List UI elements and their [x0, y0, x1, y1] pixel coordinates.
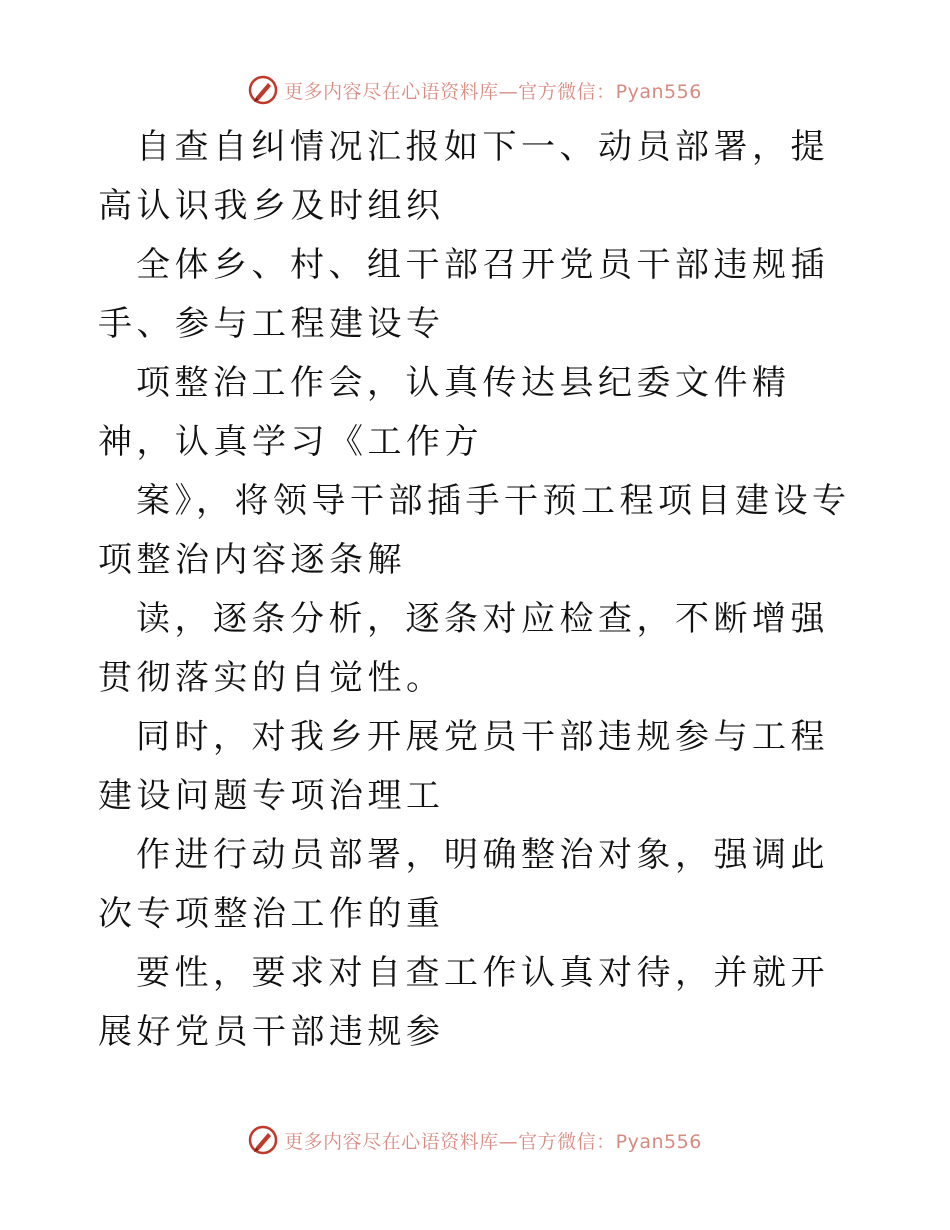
paragraph: 要性，要求对自查工作认真对待，并就开展好党员干部违规参	[98, 953, 829, 1052]
pen-logo-icon	[248, 75, 278, 105]
footer-watermark	[0, 1120, 950, 1160]
paragraph: 作进行动员部署，明确整治对象，强调此次专项整治工作的重	[98, 835, 829, 934]
pen-logo-icon	[248, 1125, 278, 1155]
paragraph: 案》，将领导干部插手干预工程项目建设专项整治内容逐条解	[98, 481, 851, 580]
document-body	[98, 118, 858, 1062]
watermark-text: 更多内容尽在心语资料库—官方微信：Pyan556	[284, 1130, 702, 1153]
paragraph: 项整治工作会，认真传达县纪委文件精神，认真学习《工作方	[98, 363, 791, 462]
paragraph: 读，逐条分析，逐条对应检查，不断增强贯彻落实的自觉性。	[98, 599, 829, 698]
watermark-text: 更多内容尽在心语资料库—官方微信：Pyan556	[284, 80, 702, 103]
paragraph: 全体乡、村、组干部召开党员干部违规插手、参与工程建设专	[98, 245, 829, 344]
paragraph: 同时，对我乡开展党员干部违规参与工程建设问题专项治理工	[98, 717, 829, 816]
header-watermark	[0, 70, 950, 110]
paragraph: 自查自纠情况汇报如下一、动员部署，提高认识我乡及时组织	[98, 127, 829, 226]
